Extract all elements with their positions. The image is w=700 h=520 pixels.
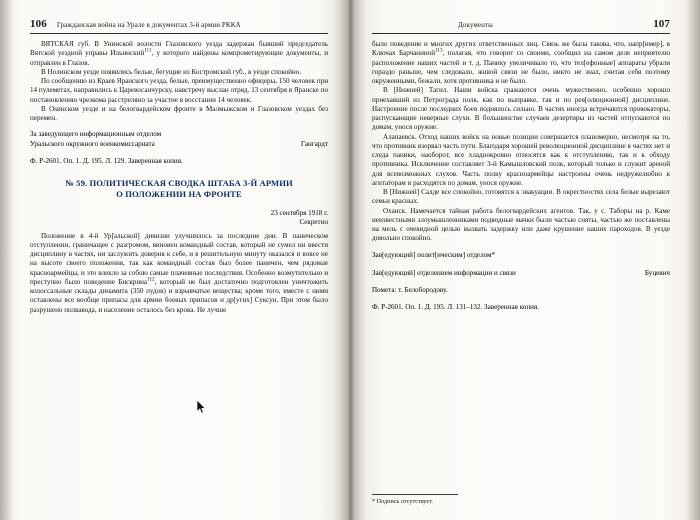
right-archive-reference: Ф. Р-2601. Оп. 1. Д. 195. Л. 131–132. Заверенная копия. [372,303,539,312]
footnote-text: * Подпись отсутствует. [372,498,433,505]
paragraph: Положение в 4-й Ур[альской] дивизии улучшилось за последние дни. В паническом отступлении, граничащее с разгромом, виновен командный состав, который не сумел ни ввести дисциплину в частях, ни заслужить доверия к себе, и в решительную минуту оказался и вовсе не на высоте своего положения, так как командный состав был более паничен, чем рядовые красноармейцы, и это влекло за собою самые плачевные последствия. Особенно возмутительно и преступно было поведение Бискрина$^{112}$, который не был достаточно подготовлен уничтожить колоссальные склады динамита (350 пудов) и взрывчатые вещества; кроме того, вместе с ними оставлены все вообще припасы для армии боевых припасов и др[угих] Суксун. При этом было разрушено полвавода, и население осталось без крова. Не лучше [30,231,329,314]
paragraph: ВЯТСКАЯ губ. В Унинской волости Глазовского уезда задержан бывший председатель Вятской уездной управы Ильинский$^{111}$, у которого найдены компрометирующие документы, и отправлен в Глазов. [30,40,329,67]
left-body [30,40,328,123]
document-title-line-2: О ПОЛОЖЕНИИ НА ФРОНТЕ [116,189,242,199]
footnote-rule [372,494,458,495]
right-body [372,40,670,244]
paragraph: Оханск. Намечается тайная работа белогвардейских агентов. Так, у с. Таборы на р. Каме неизвестными злоумышленниками подводные мачки были частью сняты, частью же поставлены на мель с очевидной целью вызвать задержку или даже крушение наших пароходов. В уезде довольно спокойно. [372,206,670,243]
editorial-note: Помета: т. Белобородову. [372,286,448,294]
paragraph: По сообщению из Краев Яранского уезда, белые, преимущественно офицеры, 150 человек при 14 пулеметах, направились к Царевосанчурску, навстречу выслан отряд. 13 сентября в Яранске по постановлению чрезкома расстреляно за участие в восстании 14 человек. [30,77,328,104]
paragraph: В Нолинском уезде появились белые, бегущие из Костромской губ., в уезде спокойно. [41,67,302,76]
left-signature-block [30,130,328,149]
signature-name: Буцевич [644,268,670,277]
signature-line-2: Зав[едующий] отделением информации и связи [372,268,516,277]
right-page [350,0,700,520]
left-document-body [30,232,328,315]
secrecy-label: Секретно [299,218,328,227]
footnote-area [372,494,672,506]
document-title-line-1: ПОЛИТИЧЕСКАЯ СВОДКА ШТАБА 3-Й АРМИИ [89,178,293,188]
left-running-head [30,18,328,30]
paragraph: В [Нижней] Тагил. Наши войска сражаются очень мужественно, особенно хорошо приехавший из Петрограда полк, как по выправке, так и по рев[олюционной] дисциплине. Настроение после последних боев поднялось сильно. В частях иногда встречаются провокаторы, распускающие неверные слухи. В большинстве случаев дезертиры из частей отпускаются по домам, унося оружие. [372,86,670,132]
document-number: № 59. [65,178,88,188]
signature-name: Гангардт [300,139,328,148]
paragraph: было поведение и многих других ответственных лиц. Связь же была такова, что, напр[имер], в Ключах Барчаниной$^{113}$, полагая, что говорит со своими, сообщил на самом деле неприятелю расположение наших частей и т. д. Панику увеличивало то, что тел[ефонные] аппараты убрали гораздо раньше, чем следовало, живой связи не было, никто не знал, считая себя поэтому окруженными, бежали, хотя противника и не было. [372,40,670,85]
left-running-title: Гражданская война на Урале в документах 3-й армии РККА [56,21,241,29]
signature-line-1: Зав[едующий] полит[ическим] отделом* [372,250,496,259]
right-signature-block [372,251,670,279]
paragraph: Алапаевск. Отход наших войск на новые позиции совершается планомерно, несмотря на то, что противник взорвал часть пути. Благодаря хорошей революционной дисциплине в частях нет и следа паники, наоборот, все хладнокровно относятся как к отступлению, так и к обходу противника. Исключение составляет 3-й Камышловский полк, который только и служит ареной для всевозможных слухов. Часть полку красноармейцы настроены очень недружелюбно к агитаторам и расходятся по домам, унося оружие. [372,132,670,187]
paragraph: В Osинском уезде и на белогвардейском фронте в Малмыжском и Глазовском уездах без перемен. [30,104,328,122]
signature-line-2: Уральского окружного военкомиссариата [30,139,155,148]
document-heading [30,178,328,200]
left-archive-reference: Ф. Р-2601. Оп. 1. Д. 195. Л. 129. Заверенная копия. [30,156,183,165]
left-head-rule [30,33,328,34]
document-dateline: 23 сентября 1918 г. [270,209,328,217]
right-head-rule [372,33,670,34]
right-running-title: Документы [458,21,493,29]
left-folio: 106 [30,18,47,30]
right-folio: 107 [653,18,670,30]
signature-line-1: За заведующего информационным отделом [30,130,162,139]
paragraph: В [Нижней] Салде все спокойно, готовятся к эвакуации. В окрестностях села белые вырезают семьи красных. [372,188,670,206]
right-running-head [372,18,670,30]
